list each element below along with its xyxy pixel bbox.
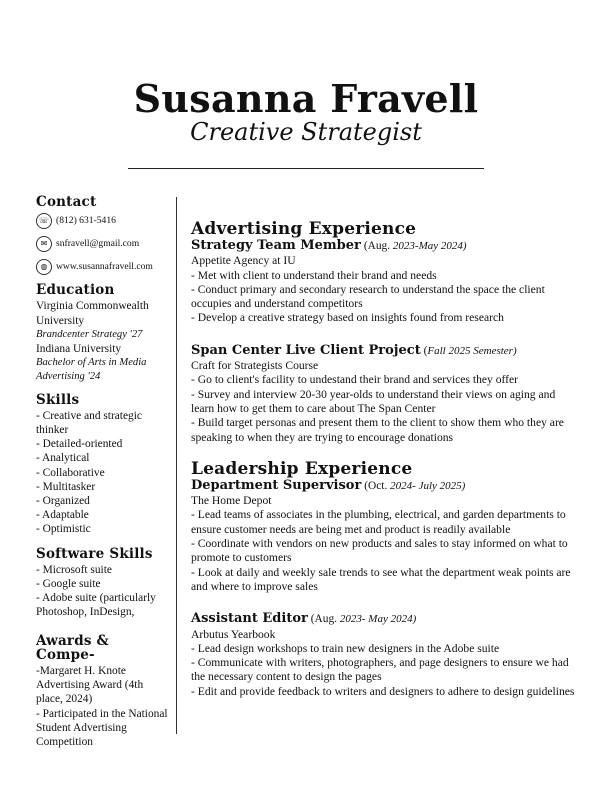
software-heading: Software Skills bbox=[36, 545, 153, 562]
job-bullet: - Coordinate with vendors on new products and sales to stay informed on what to promote to customers bbox=[191, 537, 568, 565]
job-org: Appetite Agency at IU bbox=[191, 254, 296, 268]
awards-list bbox=[36, 664, 168, 749]
contact-phone-row bbox=[36, 213, 168, 229]
job-bullet: - Build target personas and present them to the client to show them who they are speaking to when they are trying to encourage donations bbox=[191, 416, 564, 444]
job-entry bbox=[191, 479, 575, 594]
resume-subtitle: Creative Strategist bbox=[190, 118, 422, 146]
skill-item: - Multitasker bbox=[36, 480, 96, 493]
software-item: - Google suite bbox=[36, 578, 101, 591]
job-bullet: - Met with client to understand their brand and needs bbox=[191, 268, 437, 282]
education-program: Bachelor of Arts in Media Advertising '24 bbox=[36, 357, 147, 383]
advertising-heading: Advertising Experience bbox=[191, 219, 417, 239]
job-title: Assistant Editor bbox=[191, 611, 308, 627]
job-org: Craft for Strategists Course bbox=[191, 359, 319, 373]
globe-icon: ◍ bbox=[36, 259, 52, 275]
education-program: Brandcenter Strategy '27 bbox=[36, 328, 143, 340]
job-bullet: - Communicate with writers, photographers, and page designers to ensure we had the necessary content to design the pages bbox=[191, 656, 569, 684]
resume-name: Susanna Fravell bbox=[133, 76, 479, 121]
job-title: Strategy Team Member bbox=[191, 238, 361, 253]
job-org: The Home Depot bbox=[191, 494, 272, 508]
award-item: -Margaret H. Knote Advertising Award (4th place, 2024) bbox=[36, 665, 144, 706]
contact-email-row bbox=[36, 236, 168, 252]
left-column bbox=[36, 195, 168, 749]
job-date: (Aug. 2023- May 2024) bbox=[310, 613, 417, 626]
skill-item: - Analytical bbox=[36, 452, 90, 465]
education-school: Indiana University bbox=[36, 343, 122, 356]
job-bullet: - Lead teams of associates in the plumbing, electrical, and garden departments to ensure customer needs are being met and product is readily available bbox=[191, 508, 566, 536]
right-column bbox=[191, 219, 575, 699]
software-item: - Adobe suite (particularly Photoshop, InDesign, bbox=[36, 592, 156, 619]
skill-item: - Detailed-oriented bbox=[36, 438, 123, 451]
job-bullet: - Edit and provide feedback to writers and designers to adhere to design guidelines bbox=[191, 684, 575, 698]
email-icon: ✉ bbox=[36, 236, 52, 252]
job-date: (Fall 2025 Semester) bbox=[423, 344, 517, 357]
header-divider bbox=[128, 168, 484, 169]
job-bullet: - Develop a creative strategy based on insights found from research bbox=[191, 311, 504, 325]
job-entry bbox=[191, 239, 575, 326]
award-item: - Participated in the National Student Advertising Competition bbox=[36, 707, 168, 749]
job-entry bbox=[191, 344, 575, 445]
job-bullet: - Look at daily and weekly sale trends to see what the department weak points are and where to improve sales bbox=[191, 565, 571, 593]
skills-list bbox=[36, 409, 168, 537]
job-bullet: - Survey and interview 20-30 year-olds to understand their views on aging and learn how to get them to care about The Span Center bbox=[191, 387, 556, 415]
job-org: Arbutus Yearbook bbox=[191, 627, 276, 641]
job-bullet: - Lead design workshops to train new designers in the Adobe suite bbox=[191, 641, 500, 655]
education-heading: Education bbox=[36, 282, 115, 299]
job-title: Department Supervisor bbox=[191, 477, 362, 493]
job-entry bbox=[191, 612, 575, 699]
job-bullet: - Go to client's facility to undestand their brand and services they offer bbox=[191, 373, 519, 387]
software-list bbox=[36, 563, 168, 620]
skills-heading: Skills bbox=[36, 391, 80, 408]
skill-item: - Adaptable bbox=[36, 509, 89, 522]
skill-item: - Collaborative bbox=[36, 466, 105, 479]
contact-phone: (812) 631-5416 bbox=[56, 215, 116, 227]
job-bullet: - Conduct primary and secondary research to understand the space the client occupies and understand competitors bbox=[191, 282, 545, 311]
software-item: - Microsoft suite bbox=[36, 563, 112, 576]
skill-item: - Organized bbox=[36, 495, 90, 508]
skill-item: - Optimistic bbox=[36, 523, 91, 536]
contact-email: snfravell@gmail.com bbox=[56, 238, 140, 250]
phone-icon: ☏ bbox=[36, 213, 52, 229]
contact-heading: Contact bbox=[36, 194, 97, 210]
job-title: Span Center Live Client Project bbox=[191, 342, 421, 358]
contact-website: www.susannafravell.com bbox=[56, 261, 153, 273]
job-date: (Aug. 2023-May 2024) bbox=[363, 240, 467, 252]
education-school: Virginia Commonwealth University bbox=[36, 300, 149, 327]
leadership-heading: Leadership Experience bbox=[191, 458, 413, 479]
contact-website-row bbox=[36, 259, 168, 275]
column-divider bbox=[176, 197, 177, 734]
job-date: (Oct. 2024- July 2025) bbox=[364, 479, 466, 492]
awards-heading: Awards & Compe- bbox=[36, 632, 109, 663]
skill-item: - Creative and strategic thinker bbox=[36, 409, 142, 437]
